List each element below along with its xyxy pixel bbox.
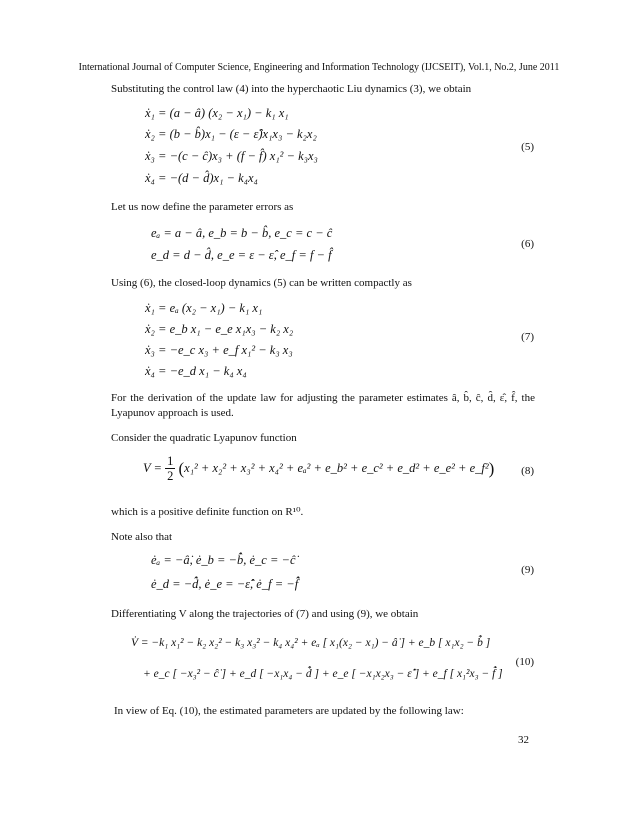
eq6-line-2: e_d = d − d̂, e_e = ε − ε̂, e_f = f − f̂ [151, 248, 332, 262]
eq8-right-paren: ) [488, 458, 495, 478]
eq6-number: (6) [521, 238, 534, 250]
eq8-frac-den: 2 [167, 469, 174, 483]
eq5-line-4: ẋ₄ = −(d − d̂)x₁ − k₄x₄ [145, 171, 258, 185]
eq7-line-2: ẋ₂ = e_b x₁ − e_e x₁x₃ − k₂ x₂ [145, 322, 294, 336]
eq8-left-paren: ( [178, 458, 185, 478]
journal-header: International Journal of Computer Science, Engineering and Information Technology (IJCSEIT), Vol.1, No.2, June 2011 [78, 62, 560, 73]
eq9-line-1: ėₐ = −â̇, ė_b = −b̂̇, ė_c = −ĉ̇ [151, 553, 296, 567]
paragraph-lyapunov-approach: For the derivation of the update law for adjusting the parameter estimates â, b̂, ĉ, d̂, ε̂, f̂, the Lyapunov approach is used. [111, 392, 535, 419]
paragraph-quadratic: Consider the quadratic Lyapunov function [111, 432, 297, 444]
eq5-line-2: ẋ₂ = (b − b̂)x₁ − (ε − ε̂)x₁x₃ − k₂x₂ [145, 127, 317, 141]
eq8-fraction [165, 455, 175, 483]
eq9-line-2: ė_d = −d̂̇, ė_e = −ε̂̇, ė_f = −f̂̇ [151, 577, 299, 591]
eq8-number: (8) [521, 465, 534, 477]
eq8-expression [143, 455, 494, 483]
eq8-body: x₁² + x₂² + x₃² + x₄² + eₐ² + e_b² + e_c² + e_d² + e_e² + e_f² [184, 460, 489, 475]
paragraph-substituting: Substituting the control law (4) into the hyperchaotic Liu dynamics (3), we obtain [111, 83, 472, 95]
paragraph-update-law: In view of Eq. (10), the estimated parameters are updated by the following law: [114, 705, 464, 717]
eq8-lhs: V = [143, 460, 162, 475]
eq5-number: (5) [521, 141, 534, 153]
eq10-line-1: V̇ = −k₁ x₁² − k₂ x₂² − k₃ x₃² − k₄ x₄² + eₐ [ x₁(x₂ − x₁) − â̇ ] + e_b [ x₁x₂ − b̂̇ ] [131, 637, 491, 649]
paragraph-differentiating: Differentiating V along the trajectories of (7) and using (9), we obtain [111, 608, 419, 620]
paragraph-using-6: Using (6), the closed-loop dynamics (5) can be written compactly as [111, 277, 412, 289]
eq10-line-2: + e_c [ −x₃² − ĉ̇ ] + e_d [ −x₁x₄ − d̂̇ ] + e_e [ −x₁x₂x₃ − ε̂̇ ] + e_f [ x₁²x₃ − f̂̇ ] [143, 668, 503, 680]
eq5-line-1: ẋ₁ = (a − â) (x₂ − x₁) − k₁ x₁ [145, 106, 289, 120]
eq5-line-3: ẋ₃ = −(c − ĉ)x₃ + (f − f̂) x₁² − k₃x₃ [145, 149, 318, 163]
paragraph-define-errors: Let us now define the parameter errors as [111, 201, 294, 213]
page-number: 32 [518, 734, 529, 746]
paragraph-positive-definite: which is a positive definite function on R¹⁰. [111, 506, 304, 518]
eq7-line-4: ẋ₄ = −e_d x₁ − k₄ x₄ [145, 364, 247, 378]
eq7-line-3: ẋ₃ = −e_c x₃ + e_f x₁² − k₃ x₃ [145, 343, 293, 357]
paragraph-note: Note also that [111, 531, 173, 543]
eq10-number: (10) [515, 656, 534, 668]
eq8-frac-num: 1 [167, 454, 174, 468]
eq7-line-1: ẋ₁ = eₐ (x₂ − x₁) − k₁ x₁ [145, 301, 263, 315]
eq6-line-1: eₐ = a − â, e_b = b − b̂, e_c = c − ĉ [151, 226, 333, 240]
eq9-number: (9) [521, 564, 534, 576]
eq7-number: (7) [521, 331, 534, 343]
